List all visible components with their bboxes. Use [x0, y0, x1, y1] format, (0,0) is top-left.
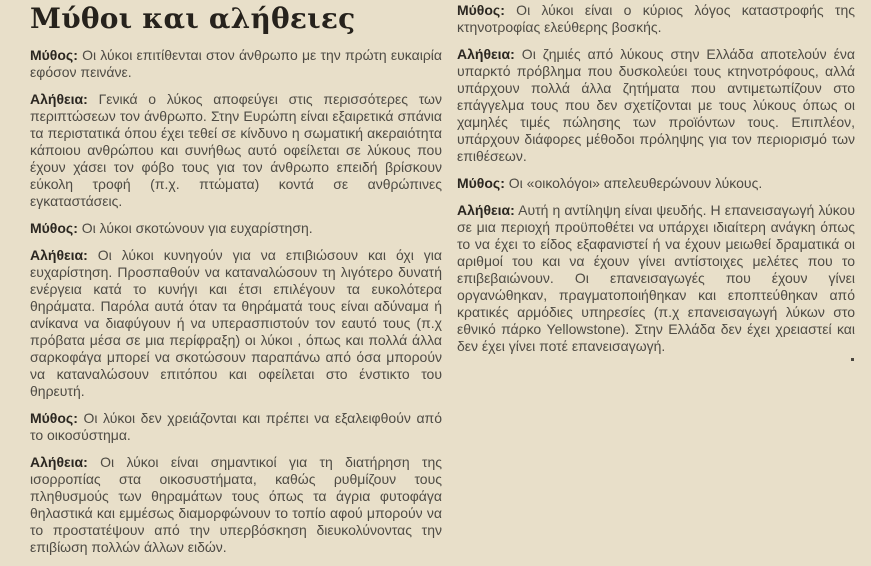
- truth-label: Αλήθεια:: [457, 202, 515, 218]
- truth-label: Αλήθεια:: [457, 46, 515, 62]
- truth-entry: [30, 454, 442, 556]
- left-column: [30, 4, 442, 566]
- truth-text: Οι λύκοι είναι σημαντικοί για τη διατήρηση της ισορροπίας στα οικοσυστήματα, καθώς ρυθμίζουν τους πληθυσμούς των θηραμάτων τους όπως τα άγρια φυτοφάγα θηλαστικά και εμμέσως διαμορφώνουν το τοπίο αφού μπορούν να το προστατέψουν από την υπερβόσκηση διευκολύνοντας την επιβίωση πολλών άλλων ειδών.: [30, 454, 442, 555]
- myth-entry: [30, 47, 442, 81]
- truth-entry: [457, 202, 855, 355]
- myth-text: Οι λύκοι επιτίθενται στον άνθρωπο με την πρώτη ευκαιρία εφόσον πεινάνε.: [30, 47, 442, 80]
- truth-entry: [30, 91, 442, 210]
- myth-text: Οι λύκοι είναι ο κύριος λόγος καταστροφής της κτηνοτροφίας ελεύθερης βοσκής.: [457, 2, 855, 35]
- truth-text: Οι λύκοι κυνηγούν για να επιβιώσουν και όχι για ευχαρίστηση. Προσπαθούν να καταναλώσουν τη λιγότερο δυνατή ενέργεια κατά το κυνήγι και έτσι επιλέγουν τα ευκολότερα θηράματα. Παρόλα αυτά όταν τα θηράματά τους είναι αδύναμα ή ανίκανα να διαφύγουν ή να υπερασπιστούν τον εαυτό τους (π.χ πρόβατα μέσα σε μια περίφραξη) οι λύκοι , όπως και πολλά άλλα σαρκοφάγα μπορεί να σκοτώσουν παραπάνω από όσα μπορούν να καταναλώσουν επιτόπου και οφείλεται στο ένστικτο του θηρευτή.: [30, 247, 442, 399]
- myth-label: Μύθος:: [30, 410, 78, 426]
- truth-label: Αλήθεια:: [30, 454, 88, 470]
- myth-entry: [30, 220, 442, 237]
- myth-text: Οι λύκοι σκοτώνουν για ευχαρίστηση.: [77, 220, 313, 236]
- truth-label: Αλήθεια:: [30, 247, 88, 263]
- truth-entry: [457, 46, 855, 165]
- myth-entry: [30, 410, 442, 444]
- myth-label: Μύθος:: [30, 47, 78, 63]
- myth-label: Μύθος:: [30, 220, 78, 236]
- truth-label: Αλήθεια:: [30, 91, 88, 107]
- stray-mark-dot: [851, 358, 854, 361]
- myth-entry: [457, 2, 855, 36]
- myth-text: Οι «οικολόγοι» απελευθερώνουν λύκους.: [504, 175, 763, 191]
- truth-entry: [30, 247, 442, 400]
- myth-text: Οι λύκοι δεν χρειάζονται και πρέπει να εξαλειφθούν από το οικοσύστημα.: [30, 410, 442, 443]
- page-title: Μύθοι και αλήθειες: [30, 2, 356, 35]
- myth-label: Μύθος:: [457, 2, 505, 18]
- right-column: [457, 2, 855, 365]
- myth-entry: [457, 175, 855, 192]
- truth-text: Οι ζημιές από λύκους στην Ελλάδα αποτελούν ένα υπαρκτό πρόβλημα που δυσκολεύει τους κτηνοτρόφους, αλλά υπάρχουν πολλά άλλα ζητήματα που αντιμετωπίζουν στο επάγγελμα τους που δεν σχετίζονται με τους λύκους όπως οι χαμηλές τιμές πώλησης των προϊόντων τους. Επιπλέον, υπάρχουν διάφορες μέθοδοι πρόληψης για τον περιορισμό των επιθέσεων.: [457, 46, 855, 164]
- myth-label: Μύθος:: [457, 175, 505, 191]
- truth-text: Γενικά ο λύκος αποφεύγει στις περισσότερες των περιπτώσεων τον άνθρωπο. Στην Ευρώπη είναι εξαιρετικά σπάνια τα περιστατικά όπου έχει τεθεί σε κίνδυνο η σωματική ακεραιότητα κάποιου ανθρώπου και συνήθως αυτό οφείλεται σε λύκους που έχουν χάσει τον φόβο τους για τον άνθρωπο επειδή βρίσκουν εύκολη τροφή (π.χ. πτώματα) κοντά σε ανθρώπινες εγκαταστάσεις.: [30, 91, 442, 209]
- truth-text: Αυτή η αντίληψη είναι ψευδής. Η επανεισαγωγή λύκου σε μια περιοχή προϋποθέτει να υπάρχει ιδιαίτερη ανάγκη όπως το να έχει το είδος εξαφανιστεί ή να έχουν μειωθεί δραματικά οι αριθμοί του και να έχουν γίνει αντίστοιχες μελέτες που το επιβεβαιώνουν. Οι επανεισαγωγές που έχουν γίνει οργανώθηκαν, πραγματοποιήθηκαν και εποπτεύθηκαν από κρατικές αρμόδιες υπηρεσίες (π.χ επανεισαγωγή λύκων στο εθνικό πάρκο Yellowstone). Στην Ελλάδα δεν έχει χρειαστεί και δεν έχει γίνει ποτέ επανεισαγωγή.: [457, 202, 855, 354]
